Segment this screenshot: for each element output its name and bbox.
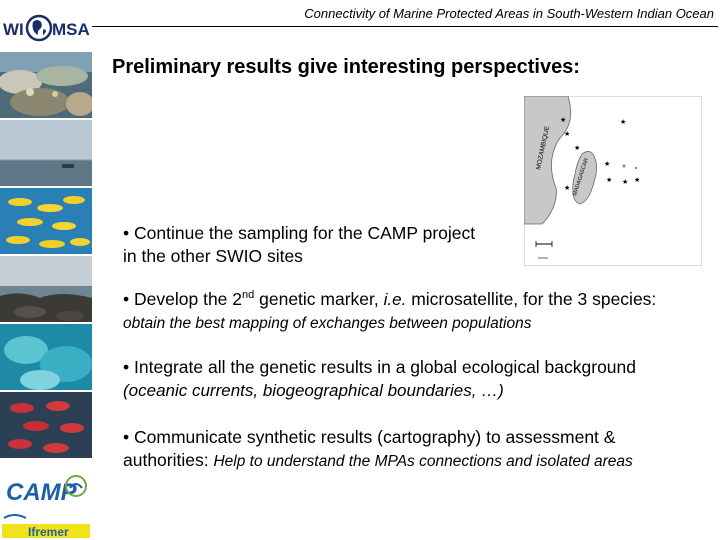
wiomsa-logo [2,4,90,48]
bullet-marker: • [123,357,130,377]
site-star-icon: ★ [620,119,627,126]
bullet-3-text: Integrate all the genetic results in a global ecological background [134,357,637,377]
site-star-icon: ★ [560,117,567,124]
slide-title: Preliminary results give interesting perspectives: [112,56,580,78]
bullet-2-text-pre: Develop the 2 [134,289,243,309]
map-label-madagascar: MADAGASCAR [572,157,590,197]
bullet-item-2 [123,288,703,335]
bullet-2-text-post2: microsatellite, for the 3 species: [406,289,657,309]
site-star-icon: ★ [634,177,641,184]
camp-logo-text: CAMP [6,479,77,506]
bullet-item-1 [123,222,483,268]
camp-logo [4,468,90,508]
site-star-icon: ★ [604,161,611,168]
ifremer-logo [2,512,90,538]
site-star-icon: ★ [564,131,571,138]
header-divider [92,26,718,27]
coral-reef-photo [0,52,92,120]
bullet-item-3 [123,356,703,402]
bullet-4-italic: Help to understand the MPAs connections and isolated areas [213,453,633,470]
bullet-3-italic: (oceanic currents, biogeographical boundaries, …) [123,381,504,400]
blue-coral-photo [0,324,92,392]
bullet-2-superscript: nd [242,289,255,301]
bullet-marker: • [123,223,130,243]
site-star-icon: ★ [574,145,581,152]
red-fish-photo [0,392,92,460]
bullet-4-text: Communicate synthetic results (cartography) to assessment & authorities: [123,427,616,470]
wiomsa-logo-msa: MSA [52,20,90,39]
bullet-marker: • [123,289,130,309]
bullet-marker: • [123,427,130,447]
ocean-boat-photo [0,120,92,188]
header-title: Connectivity of Marine Protected Areas in South-Western Indian Ocean [304,6,714,21]
fish-school-photo [0,188,92,256]
bullet-2-ie: i.e. [383,290,407,309]
bullet-2-italic: obtain the best mapping of exchanges between populations [123,315,532,332]
bullet-1-text: Continue the sampling for the CAMP project in the other SWIO sites [123,223,476,266]
bullet-item-4 [123,426,703,473]
site-star-icon: ★ [606,177,613,184]
map-label-mozambique: MOZAMBIQUE [535,125,552,171]
site-star-icon: ★ [622,179,629,186]
rocky-coast-photo [0,256,92,324]
photo-strip [0,52,92,460]
bullet-2-text-post: genetic marker, [254,289,384,309]
wiomsa-logo-wi: WI [3,20,24,39]
sampling-sites-map [524,96,702,266]
ifremer-logo-text: Ifremer [28,525,69,538]
site-star-icon: ★ [564,185,571,192]
